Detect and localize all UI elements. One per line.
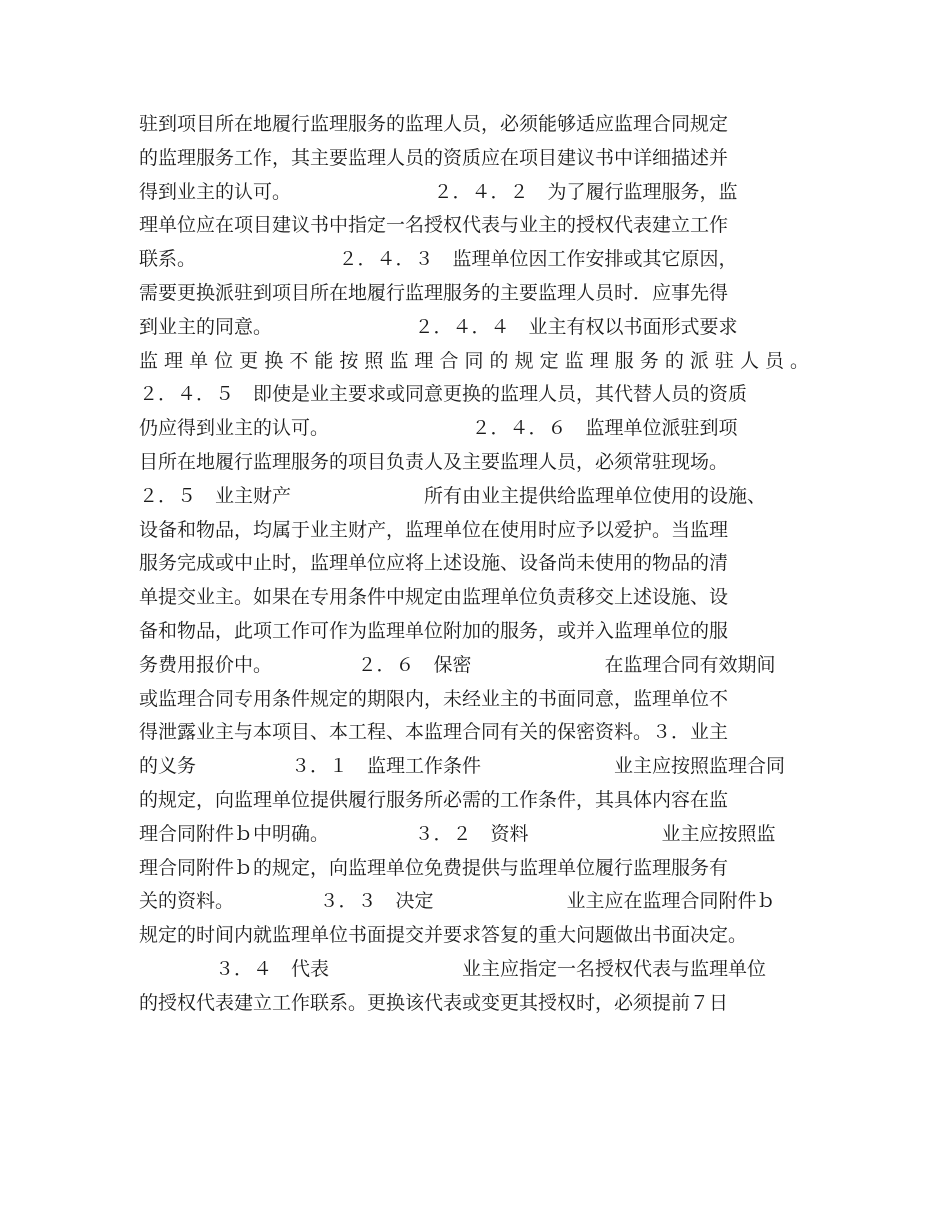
text-line: 或监理合同专用条件规定的期限内，未经业主的书面同意，监理单位不 bbox=[139, 687, 729, 710]
text-line: 理合同附件ｂ的规定，向监理单位免费提供与监理单位履行监理服务有 bbox=[139, 856, 729, 879]
text-line: 仍应得到业主的认可。 ２．４．６ 监理单位派驻到项 bbox=[139, 417, 738, 440]
text-line: 理单位应在项目建议书中指定一名授权代表与业主的授权代表建立工作 bbox=[139, 214, 729, 237]
text-line: 服务完成或中止时，监理单位应将上述设施、设备尚未使用的物品的清 bbox=[139, 552, 729, 575]
document-body bbox=[139, 108, 829, 1021]
text-line: 规定的时间内就监理单位书面提交并要求答复的重大问题做出书面决定。 bbox=[139, 924, 748, 947]
text-line: 关的资料。 ３．３ 决定 业主应在监理合同附件ｂ bbox=[139, 890, 776, 913]
text-line: 的义务 ３．１ 监理工作条件 业主应按照监理合同 bbox=[139, 755, 786, 778]
text-line: 得到业主的认可。 ２．４．２ 为了履行监理服务，监 bbox=[139, 180, 738, 203]
text-line: 目所在地履行监理服务的项目负责人及主要监理人员，必须常驻现场。 bbox=[139, 450, 729, 473]
text-line: ２．４．５ 即使是业主要求或同意更换的监理人员，其代替人员的资质 bbox=[139, 383, 748, 406]
text-line: 监 理 单 位 更 换 不 能 按 照 监 理 合 同 的 规 定 监 理 服 务 的 派 驻 人 员 。 bbox=[139, 349, 810, 372]
text-line: 的规定，向监理单位提供履行服务所必需的工作条件，其具体内容在监 bbox=[139, 788, 729, 811]
text-line: 联系。 ２．４．３ 监理单位因工作安排或其它原因， bbox=[139, 248, 738, 271]
text-line: 的授权代表建立工作联系。更换该代表或变更其授权时，必须提前７日 bbox=[139, 991, 729, 1014]
text-line: 理合同附件ｂ中明确。 ３．２ 资料 业主应按照监 bbox=[139, 822, 776, 845]
text-line: 备和物品，此项工作可作为监理单位附加的服务，或并入监理单位的服 bbox=[139, 619, 729, 642]
text-line: 得泄露业主与本项目、本工程、本监理合同有关的保密资料。３．业主 bbox=[139, 721, 729, 744]
text-line: 到业主的同意。 ２．４．４ 业主有权以书面形式要求 bbox=[139, 315, 738, 338]
text-line: 务费用报价中。 ２．６ 保密 在监理合同有效期间 bbox=[139, 653, 776, 676]
text-line: ２．５ 业主财产 所有由业主提供给监理单位使用的设施、 bbox=[139, 484, 767, 507]
text-line: 设备和物品，均属于业主财产，监理单位在使用时应予以爱护。当监理 bbox=[139, 518, 729, 541]
text-line: 需要更换派驻到项目所在地履行监理服务的主要监理人员时．应事先得 bbox=[139, 281, 729, 304]
text-line: 驻到项目所在地履行监理服务的监理人员，必须能够适应监理合同规定 bbox=[139, 113, 729, 135]
text-line: 单提交业主。如果在专用条件中规定由监理单位负责移交上述设施、设 bbox=[139, 586, 729, 609]
text-line: 的监理服务工作，其主要监理人员的资质应在项目建议书中详细描述并 bbox=[139, 146, 729, 169]
text-line: ３．４ 代表 业主应指定一名授权代表与监理单位 bbox=[139, 957, 767, 980]
